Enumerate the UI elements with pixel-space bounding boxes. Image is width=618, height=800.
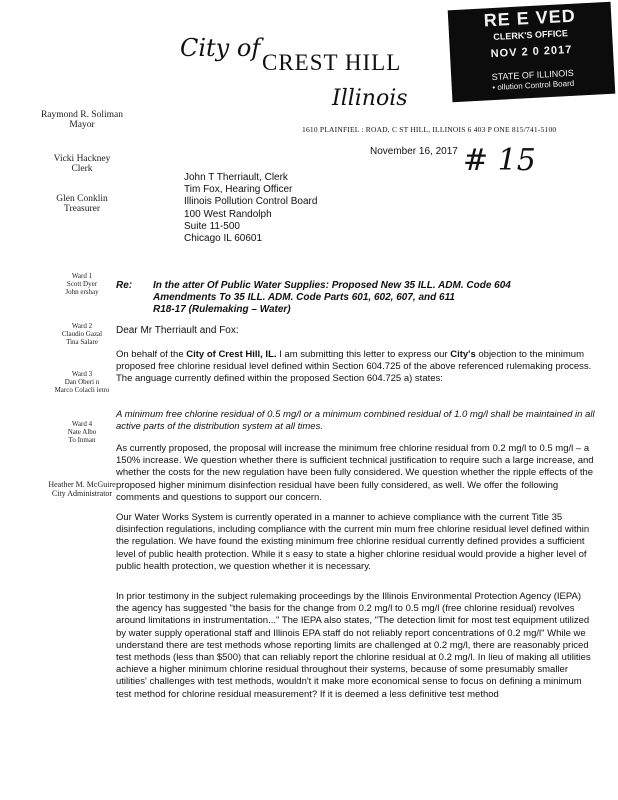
treasurer-role: Treasurer xyxy=(63,204,101,214)
ward2-alderman-a: Claudio Gazal xyxy=(61,330,103,338)
addressee-line: Suite 11-500 xyxy=(184,220,240,232)
ward2-alderman-b: Tina Salare xyxy=(66,338,98,346)
ward3-alderman-b: Marco Colacli ietro xyxy=(54,386,110,394)
sidebar-clerk xyxy=(22,154,142,174)
letterhead-address: 1610 PLAINFIEL : ROAD, C ST HILL, ILLINOIS 6 403 P ONE 815/741-5100 xyxy=(302,125,557,134)
administrator-name: Heather M. McGuire xyxy=(48,480,116,489)
stamp-date: NOV 2 0 2017 xyxy=(490,43,573,61)
treasurer-name: Glen Conklin xyxy=(56,194,108,204)
addressee-line: Illinois Pollution Control Board xyxy=(184,196,318,208)
mayor-role: Mayor xyxy=(69,120,95,130)
letterhead-illinois: Illinois xyxy=(332,86,408,111)
ward3-alderman-a: Dan Oberi n xyxy=(64,378,100,386)
ward4-label: Ward 4 xyxy=(71,420,93,428)
addressee-line: Tim Fox, Hearing Officer xyxy=(184,184,293,196)
paragraph-intro xyxy=(116,349,596,386)
ward4-alderman-a: Nate Albo xyxy=(67,428,97,436)
ward3-label: Ward 3 xyxy=(71,370,93,378)
paragraph-water-works: Our Water Works System is currently operated in a manner to achieve compliance with the current Title 35 disinfection regulations, including compliance with the current min mum free chlorine residual level defined within the regulation. We have found the existing minimum free chlorine residual currently defined provides a sufficient level of public health protection. While it s easy to state a higher chlorine residual would provide a higher level of public health protection, we question whether it is necessary. xyxy=(116,512,590,572)
ward2-label: Ward 2 xyxy=(71,322,93,330)
stamp-board: • ollution Control Board xyxy=(492,78,575,93)
re-subject xyxy=(153,280,511,316)
administrator-role: City Administrator xyxy=(51,489,113,498)
mayor-name: Raymond R. Soliman xyxy=(40,110,124,120)
addressee-line: 100 West Randolph xyxy=(184,208,272,220)
paragraph-proposal: As currently proposed, the proposal will increase the minimum free chlorine residual from 0.2 mg/l to 0.5 mg/l – a 150% increase. We question whether there is sufficient technical justification to require such a large increase, and whether the costs for the new regulation have been fully considered. We question whether the ripple effects of the proposed higher minimum disinfection residual have been fully considered, as well. We offer the following comments and questions to support our concern. xyxy=(116,443,594,503)
received-stamp xyxy=(448,2,616,102)
intro-text-c: objection to the minimum proposed free chlorine residual level defined within Section 604.725 of the above referenced rulemaking process. The anguage currently defined within the proposed Section 604.725 a) states: xyxy=(116,349,592,385)
letter-date: November 16, 2017 xyxy=(370,146,458,157)
paragraph-testimony: In prior testimony in the subject rulemaking proceedings by the Illinois Environmental Protection Agency (IEPA) the agency has suggested "the basis for the change from 0.2 mg/l to 0.5 mg/l (free chlorine residual) revolves around limitations in instrumentation..." The IEPA also states, "The detection limit for most test equipment utilized by water supply operational staff and Illinois EPA staff do not reliably report concentrations of 0.2 mg/l" While we understand there are test methods whose reporting limits are challenged at 0.2 mg/l, there are reasonably priced test methods (less than $500) that can reliably report the chlorine residual at 0.2 mg/l. In lieu of making all utilities achieve a higher minimum chlorine residual throughout their systems, because of some presumably smaller utilities' challenges with test methods, wouldn't it make more economical sense to focus on defining a minimum test method for chlorine residual measurement? If it is deemed a less definitive test method xyxy=(116,591,591,700)
sidebar-treasurer xyxy=(22,194,142,214)
salutation: Dear Mr Therriault and Fox: xyxy=(116,325,239,336)
letterhead-crest-hill: CREST HILL xyxy=(262,50,402,75)
addressee-line: Chicago IL 60601 xyxy=(184,233,263,245)
stamp-state: STATE OF ILLINOIS xyxy=(491,67,575,83)
sidebar-mayor xyxy=(22,110,142,130)
paragraph-quote: A minimum free chlorine residual of 0.5 mg/l or a minimum combined residual of 1.0 mg/l shall be maintained in all active parts of the distribution system at all times. xyxy=(116,409,595,433)
stamp-clerks-office: CLERK'S OFFICE xyxy=(493,28,569,42)
intro-city-name: City of Crest Hill, IL. xyxy=(186,349,277,360)
ward1-alderman-b: John ershay xyxy=(65,288,99,296)
ward1-alderman-a: Scott Dyer xyxy=(66,280,98,288)
clerk-name: Vicki Hackney xyxy=(53,154,111,164)
intro-text-a: On behalf of the xyxy=(116,349,187,360)
clerk-role: Clerk xyxy=(71,164,93,174)
addressee-line: John T Therriault, Clerk xyxy=(184,172,288,183)
re-line: Amendments To 35 ILL. ADM. Code Parts 601, 602, 607, and 611 xyxy=(153,292,455,303)
re-line: R18-17 (Rulemaking – Water) xyxy=(153,304,291,315)
letterhead-city-of: City of xyxy=(180,34,261,62)
ward1-label: Ward 1 xyxy=(71,272,93,280)
addressee-block xyxy=(184,172,317,245)
ward4-alderman-b: To Inman xyxy=(68,436,96,444)
intro-citys: City's xyxy=(450,349,476,360)
re-label: Re: xyxy=(116,280,133,291)
intro-text-b: I am submitting this letter to express our xyxy=(276,349,451,360)
re-line: In the atter Of Public Water Supplies: Proposed New 35 ILL. ADM. Code 604 xyxy=(153,280,511,291)
handwritten-number: # 15 xyxy=(463,143,536,178)
stamp-received: RE E VED xyxy=(483,5,577,31)
